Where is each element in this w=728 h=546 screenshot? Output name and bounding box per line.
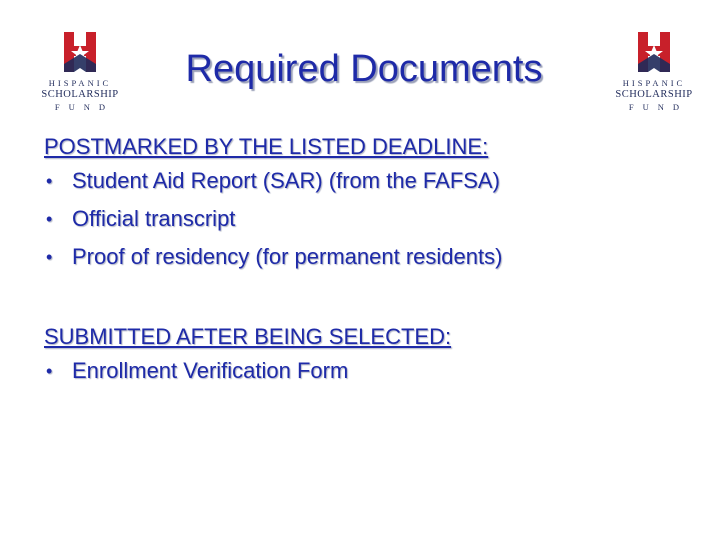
list-item [44,162,704,200]
list-item [44,200,704,238]
slide-title: Required Documents [185,48,543,90]
logo-line-hispanic: HISPANIC [48,78,112,88]
bullet-icon: • [46,361,53,381]
list-item-text: Official transcript [72,206,236,231]
logo-line-fund: FUND [628,102,689,112]
bullet-icon: • [46,171,53,191]
list-item-text: Enrollment Verification Form [72,358,349,383]
logo-line-fund: FUND [54,102,115,112]
slide-body [44,132,704,390]
logo-line-hispanic: HISPANIC [622,78,686,88]
bullet-icon: • [46,247,53,267]
logo-line-scholarship: SCHOLARSHIP [615,89,693,100]
list-item-text: Student Aid Report (SAR) (from the FAFSA) [72,168,500,193]
list-item [44,352,704,390]
section-heading-postmarked: POSTMARKED BY THE LISTED DEADLINE: [44,134,489,159]
logo-line-scholarship: SCHOLARSHIP [41,89,119,100]
list-item-text: Proof of residency (for permanent residents) [72,244,503,269]
list-item [44,238,704,276]
bullet-icon: • [46,209,53,229]
section-heading-submitted: SUBMITTED AFTER BEING SELECTED: [44,324,452,349]
